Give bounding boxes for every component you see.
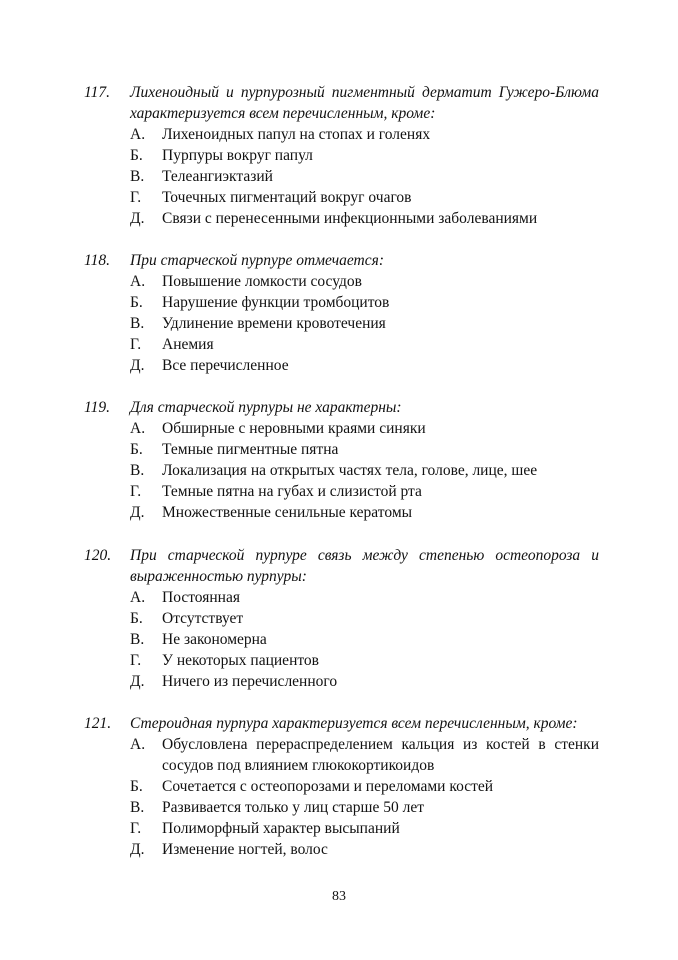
question-117 [84, 82, 599, 229]
answer-option [84, 187, 599, 208]
answer-option [84, 355, 599, 376]
answer-option [84, 734, 599, 776]
question-text: При старческой пурпуре связь между степенью остеопороза и выраженностью пурпуры: [130, 547, 599, 585]
answer-list [84, 271, 599, 376]
answer-option [84, 292, 599, 313]
answer-option [84, 629, 599, 650]
answer-letter: В. [130, 168, 145, 185]
answer-text: Нарушение функции тромбоцитов [162, 294, 390, 311]
answer-letter: А. [130, 273, 146, 290]
answer-option [84, 166, 599, 187]
answer-text: Обусловлена перераспределением кальция из костей в стенки сосудов под влиянием глюкокортикоидов [162, 736, 599, 774]
question-number: 118. [84, 252, 110, 269]
answer-option [84, 776, 599, 797]
answer-text: Не закономерна [162, 631, 267, 648]
answer-option [84, 271, 599, 292]
answer-text: Ничего из перечисленного [162, 673, 338, 690]
answer-option [84, 608, 599, 629]
answer-letter: Д. [130, 673, 145, 690]
answer-letter: Д. [130, 504, 145, 521]
answer-letter: Б. [130, 778, 143, 795]
question-number: 117. [84, 84, 110, 101]
answer-text: Темные пятна на губах и слизистой рта [162, 483, 422, 500]
answer-text: Удлинение времени кровотечения [162, 315, 386, 332]
answer-text: Постоянная [162, 589, 240, 606]
answer-option [84, 334, 599, 355]
answer-option [84, 818, 599, 839]
question-header [84, 713, 599, 734]
question-120 [84, 545, 599, 692]
answer-list [84, 734, 599, 860]
answer-option [84, 671, 599, 692]
answer-letter: Г. [130, 336, 142, 353]
answer-text: Лихеноидных папул на стопах и голенях [162, 126, 431, 143]
answer-letter: В. [130, 315, 145, 332]
question-text: Стероидная пурпура характеризуется всем перечисленным, кроме: [130, 715, 578, 732]
answer-option [84, 145, 599, 166]
answer-option [84, 208, 599, 229]
answer-text: Повышение ломкости сосудов [162, 273, 362, 290]
answer-text: Телеангиэктазий [162, 168, 273, 185]
answer-option [84, 439, 599, 460]
answer-text: Сочетается с остеопорозами и переломами костей [162, 778, 494, 795]
answer-text: Локализация на открытых частях тела, голове, лице, шее [162, 462, 538, 479]
question-text: При старческой пурпуре отмечается: [130, 252, 384, 269]
question-119 [84, 397, 599, 523]
answer-letter: А. [130, 589, 146, 606]
question-121 [84, 713, 599, 860]
answer-list [84, 418, 599, 523]
answer-letter: А. [130, 420, 146, 437]
answer-text: Точечных пигментаций вокруг очагов [162, 189, 412, 206]
answer-letter: Г. [130, 820, 142, 837]
page-number: 83 [332, 889, 346, 904]
answer-option [84, 502, 599, 523]
answer-text: Изменение ногтей, волос [162, 841, 328, 858]
answer-option [84, 839, 599, 860]
answer-option [84, 460, 599, 481]
answer-option [84, 587, 599, 608]
answer-letter: А. [130, 126, 146, 143]
answer-text: Темные пигментные пятна [162, 441, 339, 458]
answer-text: Развивается только у лиц старше 50 лет [162, 799, 424, 816]
answer-letter: Д. [130, 357, 145, 374]
answer-letter: В. [130, 631, 145, 648]
answer-letter: Б. [130, 294, 143, 311]
answer-option [84, 481, 599, 502]
answer-letter: Д. [130, 841, 145, 858]
answer-letter: Б. [130, 610, 143, 627]
answer-option [84, 797, 599, 818]
answer-text: Связи с перенесенными инфекционными заболеваниями [162, 210, 538, 227]
question-text: Лихеноидный и пурпурозный пигментный дерматит Гужеро-Блюма характеризуется всем перечисленным, кроме: [130, 84, 599, 122]
answer-text: Отсутствует [162, 610, 244, 627]
question-number: 119. [84, 399, 110, 416]
answer-list [84, 587, 599, 692]
answer-text: У некоторых пациентов [162, 652, 319, 669]
answer-option [84, 418, 599, 439]
answer-text: Пурпуры вокруг папул [162, 147, 313, 164]
question-118 [84, 250, 599, 376]
answer-letter: Б. [130, 441, 143, 458]
answer-text: Полиморфный характер высыпаний [162, 820, 400, 837]
answer-letter: Г. [130, 483, 142, 500]
answer-letter: Г. [130, 189, 142, 206]
question-header [84, 82, 599, 124]
answer-letter: В. [130, 799, 145, 816]
answer-text: Все перечисленное [162, 357, 289, 374]
answer-option [84, 650, 599, 671]
question-header [84, 397, 599, 418]
answer-list [84, 124, 599, 229]
question-text: Для старческой пурпуры не характерны: [130, 399, 402, 416]
answer-text: Множественные сенильные кератомы [162, 504, 413, 521]
answer-option [84, 124, 599, 145]
answer-text: Обширные с неровными краями синяки [162, 420, 426, 437]
answer-letter: А. [130, 736, 146, 753]
answer-text: Анемия [162, 336, 214, 353]
answer-letter: В. [130, 462, 145, 479]
answer-letter: Д. [130, 210, 145, 227]
question-header [84, 545, 599, 587]
question-header [84, 250, 599, 271]
question-number: 121. [84, 715, 112, 732]
answer-letter: Б. [130, 147, 143, 164]
question-number: 120. [84, 547, 112, 564]
answer-letter: Г. [130, 652, 142, 669]
answer-option [84, 313, 599, 334]
